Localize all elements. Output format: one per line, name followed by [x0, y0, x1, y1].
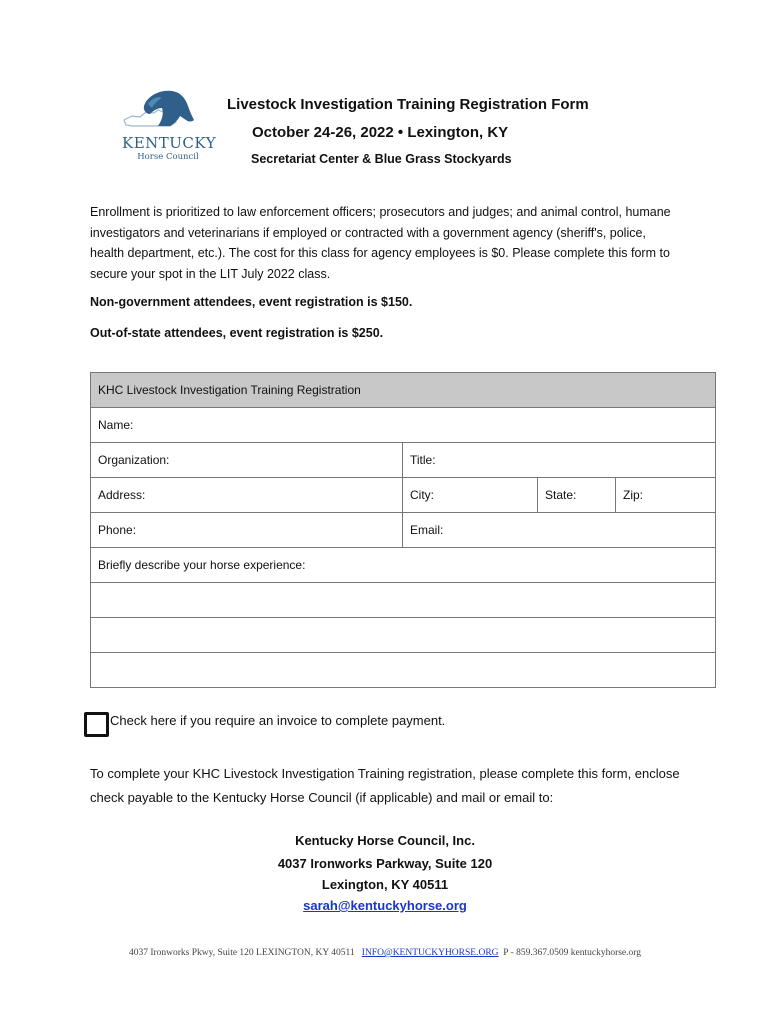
nongov-fee: Non-government attendees, event registration is $150. — [90, 295, 413, 309]
table-row — [91, 653, 716, 688]
logo-name: KENTUCKY — [122, 134, 217, 152]
event-date-location: October 24-26, 2022 • Lexington, KY — [252, 124, 509, 141]
event-venue: Secretariat Center & Blue Grass Stockyards — [251, 152, 512, 166]
address-email-row — [0, 898, 770, 913]
intro-paragraph: Enrollment is prioritized to law enforcement officers; prosecutors and judges; and animal control, humane investigators and veterinarians if employed or contracted with a government agency (sheriff's, police, health department, etc.). The cost for this class for agency employees is $0. Please complete this form to secure your spot in the LIT July 2022 class. — [90, 205, 671, 281]
registration-table-title: KHC Livestock Investigation Training Registration — [91, 373, 716, 408]
contact-email-link[interactable]: sarah@kentuckyhorse.org — [303, 898, 467, 913]
name-field[interactable]: Name: — [91, 408, 716, 443]
invoice-checkbox[interactable] — [84, 712, 109, 737]
outofstate-fee: Out-of-state attendees, event registration is $250. — [90, 326, 384, 340]
phone-field[interactable]: Phone: — [91, 513, 403, 548]
email-field[interactable]: Email: — [403, 513, 716, 548]
title-field[interactable]: Title: — [403, 443, 716, 478]
city-field[interactable]: City: — [403, 478, 538, 513]
footer-email-link[interactable]: INFO@KENTUCKYHORSE.ORG — [361, 948, 499, 958]
logo-subname: Horse Council — [137, 152, 199, 162]
registration-table — [90, 372, 716, 688]
footer — [0, 948, 770, 958]
table-row — [91, 583, 716, 618]
mailing-instructions: To complete your KHC Livestock Investigation Training registration, please complete this form, enclose check payable to the Kentucky Horse Council (if applicable) and mail or email to: — [90, 766, 680, 805]
table-header-row — [91, 373, 716, 408]
table-row — [91, 548, 716, 583]
table-row — [91, 513, 716, 548]
page-title: Livestock Investigation Training Registration Form — [227, 96, 589, 113]
horse-experience-line[interactable] — [91, 583, 716, 618]
table-row — [91, 443, 716, 478]
horse-experience-label[interactable]: Briefly describe your horse experience: — [91, 548, 716, 583]
zip-field[interactable]: Zip: — [616, 478, 716, 513]
address-field[interactable]: Address: — [91, 478, 403, 513]
horse-head-on-kentucky-map-icon — [118, 86, 218, 134]
horse-experience-line[interactable] — [91, 618, 716, 653]
table-row — [91, 478, 716, 513]
footer-address: 4037 Ironworks Pkwy, Suite 120 LEXINGTON, KY 40511 — [128, 948, 355, 958]
address-org: Kentucky Horse Council, Inc. — [295, 833, 475, 848]
footer-phone-web: P - 859.367.0509 kentuckyhorse.org — [503, 948, 642, 958]
address-city: Lexington, KY 40511 — [321, 877, 449, 892]
horse-experience-line[interactable] — [91, 653, 716, 688]
kentucky-horse-council-logo — [118, 86, 218, 166]
address-street: 4037 Ironworks Parkway, Suite 120 — [277, 856, 493, 871]
invoice-checkbox-label: Check here if you require an invoice to complete payment. — [110, 713, 446, 728]
state-field[interactable]: State: — [538, 478, 616, 513]
table-row — [91, 618, 716, 653]
organization-field[interactable]: Organization: — [91, 443, 403, 478]
table-row — [91, 408, 716, 443]
